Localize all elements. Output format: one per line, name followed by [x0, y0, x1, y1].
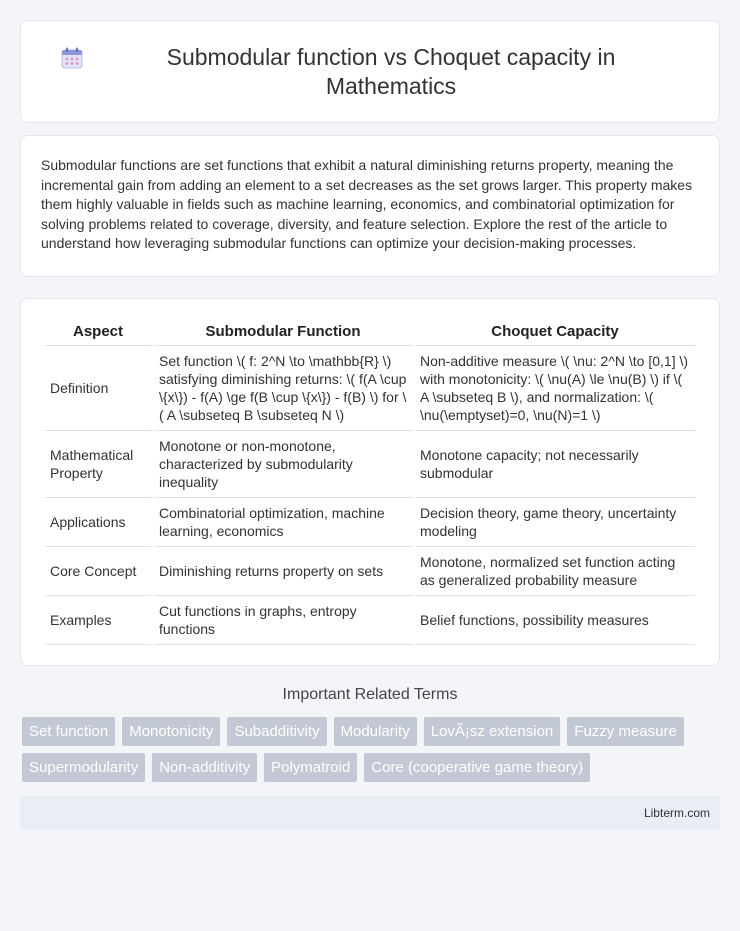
tag-fuzzy-measure[interactable]: Fuzzy measure [567, 717, 684, 746]
row-aspect: Core Concept [45, 547, 151, 596]
header-submodular: Submodular Function [154, 319, 412, 346]
header-card [20, 20, 720, 123]
related-terms-title: Important Related Terms [282, 685, 458, 703]
row-aspect: Examples [45, 596, 151, 645]
table-header-row [45, 319, 695, 346]
tag-non-additivity[interactable]: Non-additivity [152, 753, 257, 782]
row-submodular: Diminishing returns property on sets [154, 547, 412, 596]
page-title: Submodular function vs Choquet capacity in Mathematics [166, 43, 616, 99]
intro-text: Submodular functions are set functions that exhibit a natural diminishing returns property, meaning the incremental gain from adding an element to a set decreases as the set grows larger. This property makes them highly valuable in fields such as machine learning, economics, and combinatorial optimization for solving problems related to coverage, diversity, and feature selection. Explore the rest of the article to understand how leveraging submodular functions can optimize your decision-making processes. [41, 157, 693, 251]
row-submodular: Set function \( f: 2^N \to \mathbb{R} \) satisfying diminishing returns: \( f(A \cup \{x\}) - f(A) \ge f(B \cup \{x\}) - f(B) \) for \( A \subseteq B \subseteq N \) [154, 346, 412, 431]
row-choquet: Belief functions, possibility measures [415, 596, 695, 645]
comparison-table-card [20, 298, 720, 666]
tag-modularity[interactable]: Modularity [334, 717, 417, 746]
intro-card [20, 135, 720, 277]
row-choquet: Decision theory, game theory, uncertainty modeling [415, 498, 695, 547]
tag-polymatroid[interactable]: Polymatroid [264, 753, 357, 782]
comparison-table [42, 319, 698, 645]
table-row [45, 498, 695, 547]
related-terms-tags [0, 717, 740, 782]
row-submodular: Cut functions in graphs, entropy functions [154, 596, 412, 645]
table-row [45, 547, 695, 596]
calendar-icon [61, 47, 83, 69]
tag-supermodularity[interactable]: Supermodularity [22, 753, 145, 782]
tag-set-function[interactable]: Set function [22, 717, 115, 746]
row-choquet: Monotone, normalized set function acting as generalized probability measure [415, 547, 695, 596]
tag-core-cooperative-game-theory[interactable]: Core (cooperative game theory) [364, 753, 590, 782]
row-submodular: Combinatorial optimization, machine learning, economics [154, 498, 412, 547]
table-row [45, 346, 695, 431]
footer [20, 796, 720, 830]
row-choquet: Monotone capacity; not necessarily submodular [415, 431, 695, 498]
tag-monotonicity[interactable]: Monotonicity [122, 717, 220, 746]
row-choquet: Non-additive measure \( \nu: 2^N \to [0,1] \) with monotonicity: \( \nu(A) \le \nu(B) \) if \( A \subseteq B \), and normalization: \( \nu(\emptyset)=0, \nu(N)=1 \) [415, 346, 695, 431]
row-aspect: Mathematical Property [45, 431, 151, 498]
header-choquet: Choquet Capacity [415, 319, 695, 346]
table-row [45, 596, 695, 645]
row-aspect: Applications [45, 498, 151, 547]
table-row [45, 431, 695, 498]
row-submodular: Monotone or non-monotone, characterized by submodularity inequality [154, 431, 412, 498]
tag-subadditivity[interactable]: Subadditivity [227, 717, 326, 746]
row-aspect: Definition [45, 346, 151, 431]
header-aspect: Aspect [45, 319, 151, 346]
header-inner [61, 43, 679, 101]
footer-site-link[interactable]: Libterm.com [643, 805, 710, 820]
tag-lovasz-extension[interactable]: LovÃ¡sz extension [424, 717, 561, 746]
related-terms-section [0, 686, 740, 782]
